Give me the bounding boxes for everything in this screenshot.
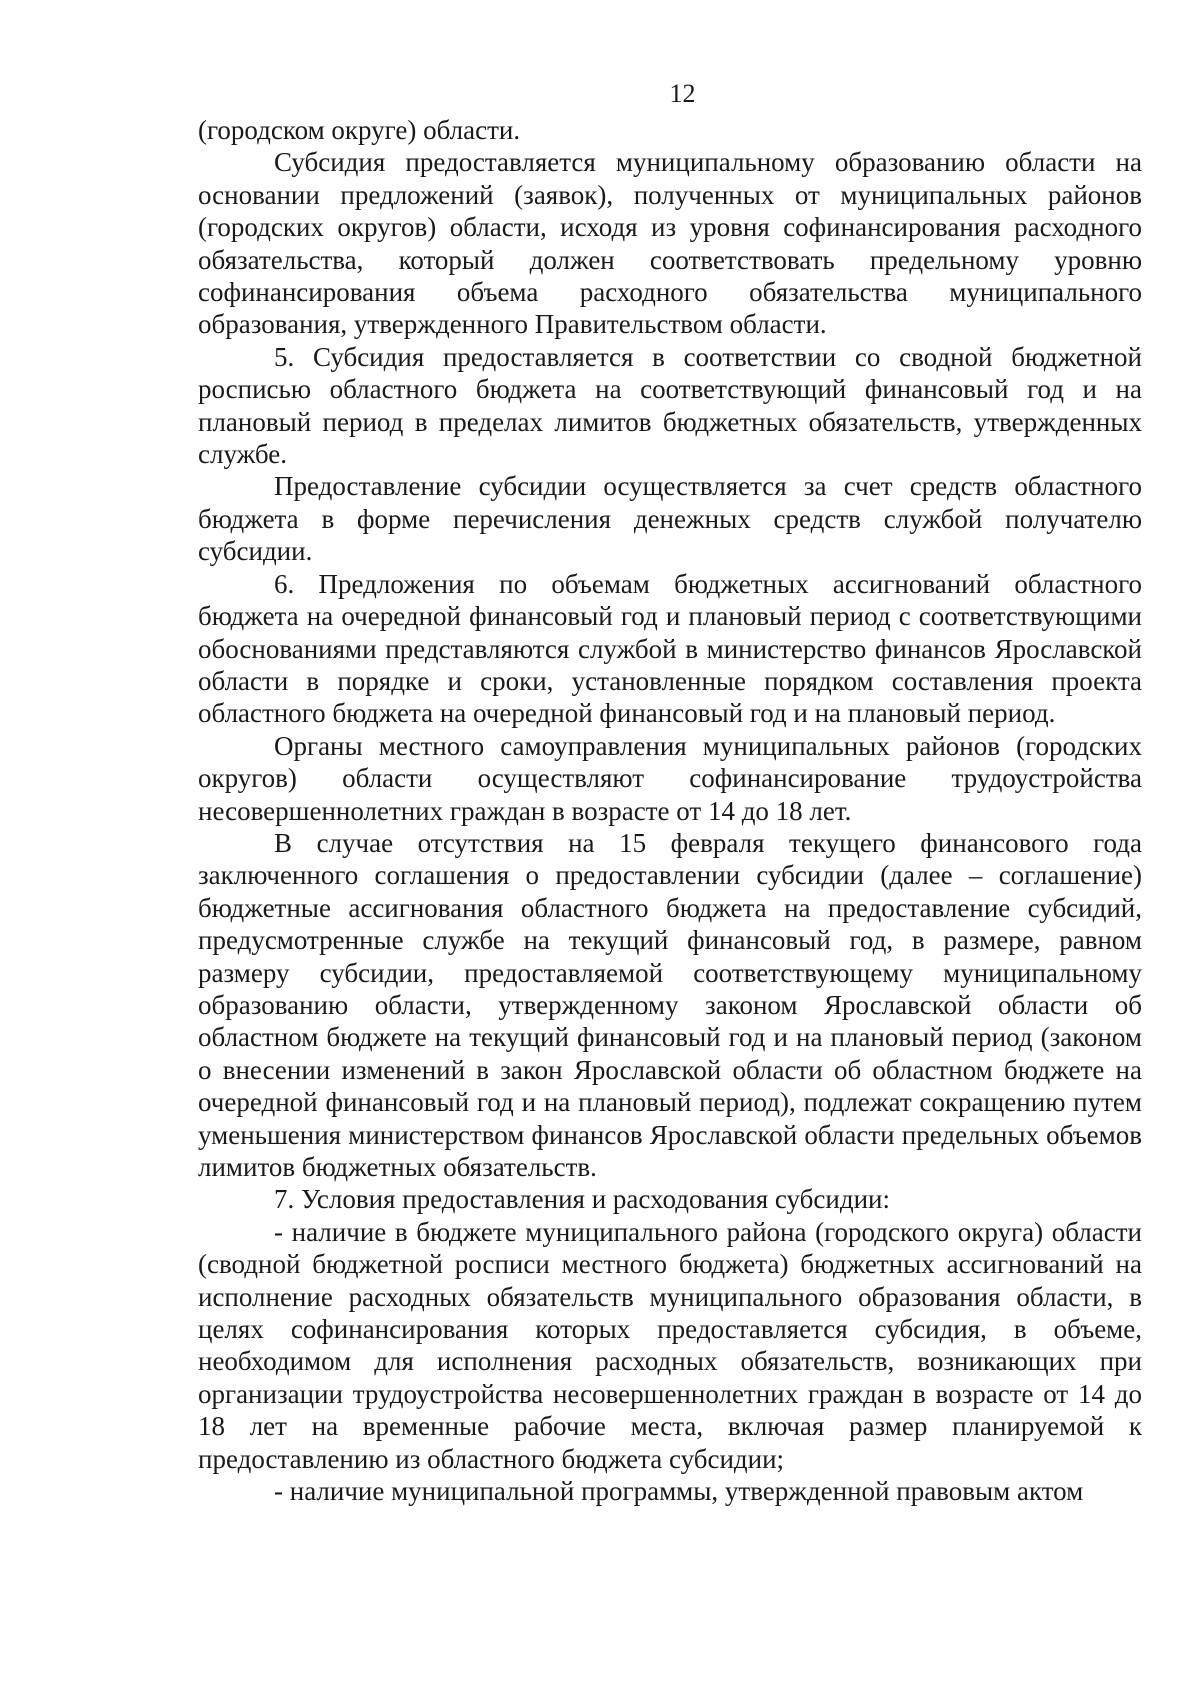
paragraph-continuation: (городском округе) области. (198, 115, 521, 145)
paragraph-item-6: 6. Предложения по объемам бюджетных ассигнований областного бюджета на очередной финансовый год и плановый период с соответствующими обоснованиями представляются службой в министерство финансов Ярославской области в порядке и сроки, установленные порядком составления проекта областного бюджета на очередной финансовый год и на плановый период. (198, 568, 1142, 729)
paragraph-cofinancing: Органы местного самоуправления муниципальных районов (городских округов) области осуществляют софинансирование трудоустройства несовершеннолетних граждан в возрасте от 14 до 18 лет. (198, 730, 1142, 826)
paragraph-item-5: 5. Субсидия предоставляется в соответствии со сводной бюджетной росписью областного бюджета на соответствующий финансовый год и на плановый период в пределах лимитов бюджетных обязательств, утвержденных службе. (198, 341, 1142, 470)
paragraph-absence-agreement: В случае отсутствия на 15 февраля текущего финансового года заключенного соглашения о предоставлении субсидии (далее – соглашение) бюджетные ассигнования областного бюджета на предоставление субсидий, предусмотренные службе на текущий финансовый год, в размере, равном размеру субсидии, предоставляемой соответствующему муниципальному образованию области, утвержденному законом Ярославской области об областном бюджете на текущий финансовый год и на плановый период (законом о внесении изменений в закон Ярославской области об областном бюджете на очередной финансовый год и на плановый период), подлежат сокращению путем уменьшения министерством финансов Ярославской области предельных объемов лимитов бюджетных обязательств. (198, 827, 1142, 1182)
page-number: 12 (669, 79, 696, 108)
paragraph-item-7: 7. Условия предоставления и расходования субсидии: (274, 1184, 890, 1215)
document-body (198, 114, 1142, 1507)
paragraph-condition-program: - наличие муниципальной программы, утвержденной правовым актом (274, 1476, 1084, 1507)
paragraph-subsidy-transfer: Предоставление субсидии осуществляется за счет средств областного бюджета в форме перечисления денежных средств службой получателю субсидии. (198, 471, 1142, 567)
paragraph-condition-budget: - наличие в бюджете муниципального района (городского округа) области (сводной бюджетной росписи местного бюджета) бюджетных ассигнований на исполнение расходных обязательств муниципального образования области, в целях софинансирования которых предоставляется субсидия, в объеме, необходимом для исполнения расходных обязательств, возникающих при организации трудоустройства несовершеннолетних граждан в возрасте от 14 до 18 лет на временные рабочие места, включая размер планируемой к предоставлению из областного бюджета субсидии; (198, 1216, 1142, 1474)
paragraph-subsidy-basis: Субсидия предоставляется муниципальному образованию области на основании предложений (заявок), полученных от муниципальных районов (городских округов) области, исходя из уровня софинансирования расходного обязательства, который должен соответствовать предельному уровню софинансирования объема расходного обязательства муниципального образования, утвержденного Правительством области. (198, 147, 1142, 340)
